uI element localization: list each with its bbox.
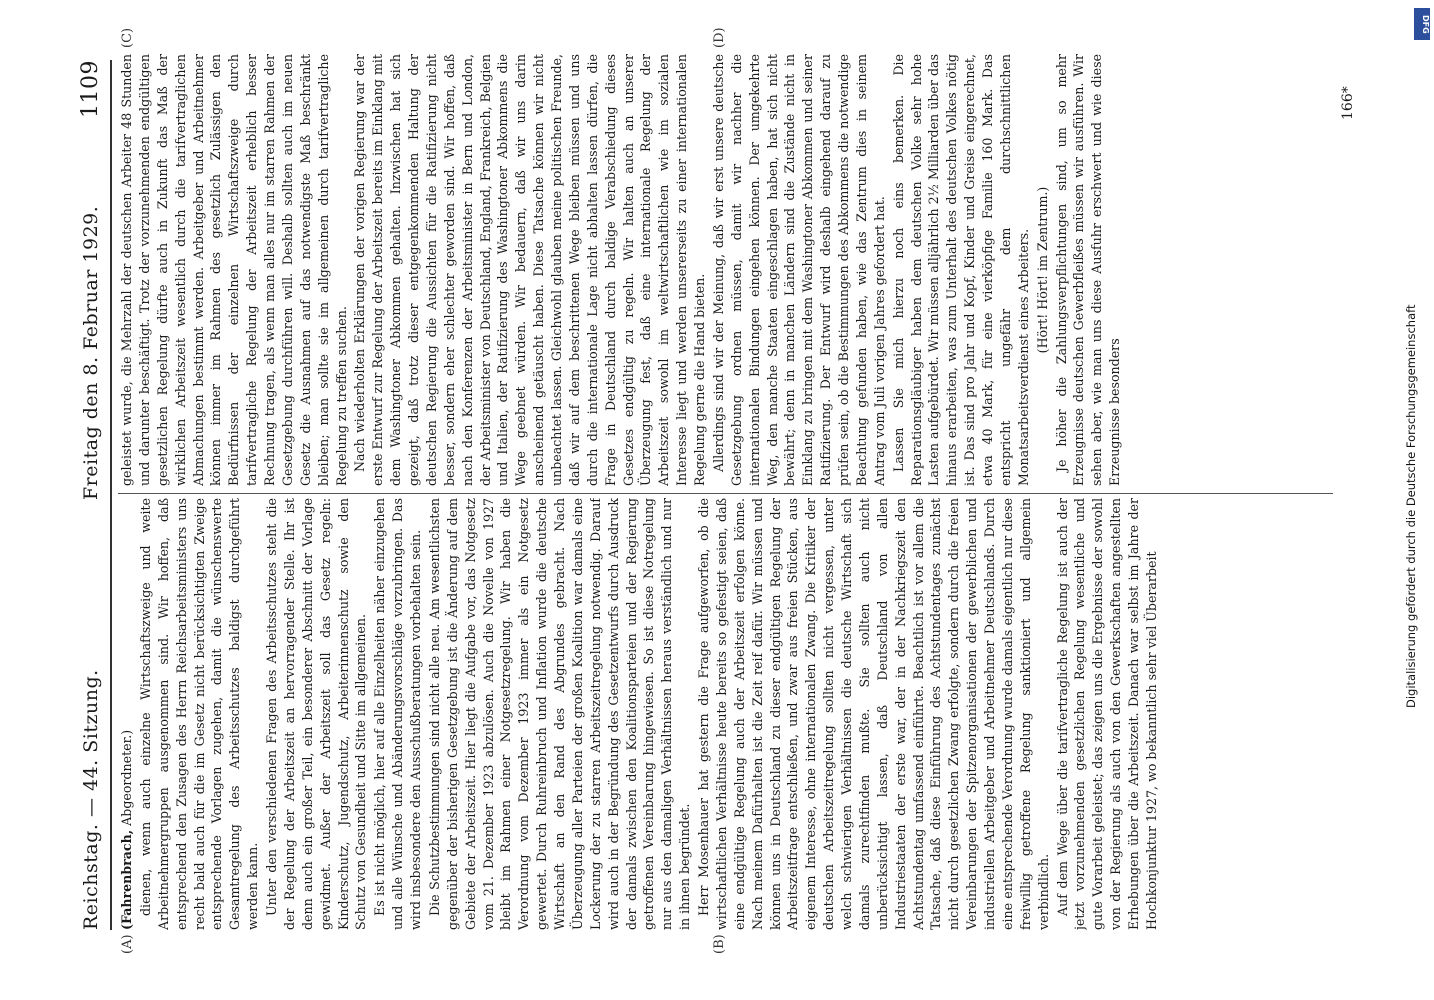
paragraph: Es ist nicht möglich, hier auf alle Einzelheiten näher einzugehen und alle Wünsche und Abänderungsvorschläge vorzubringen. Das wird insbesondere den Ausschußberatungen vorbehalten sein.	[372, 498, 423, 930]
paragraph: geleistet wurde, die Mehrzahl der deutschen Arbeiter 48 Stunden und darunter beschäftigt. Trotz der vorzunehmenden endgültigen gesetzlichen Regelung dürfte auch in Zukunft das Maß der wirklichen Arbeitszeit wesentlich durch die tarifvertraglichen Abmachungen bestimmt werden. Arbeitgeber und Arbeitnehmer können immer im Rahmen des gesetzlich Zulässigen den Bedürfnissen der einzelnen Wirtschaftszweige durch tarifvertragliche Regelung der Arbeitszeit erheblich besser Rechnung tragen, als wenn man alles nur im starren Rahmen der Gesetzgebung durchführen will. Deshalb sollten auch im neuen Gesetz die Ausnahmen auf das notwendigste Maß beschränkt bleiben; man sollte sie im allgemeinen durch tarifvertragliche Regelung zu treffen suchen.	[119, 54, 349, 486]
signature-mark: 166*	[1340, 86, 1356, 120]
paragraph: Auf dem Wege über die tarifvertragliche Regelung ist auch der jetzt vorzunehmenden gesetzlichen Regelung wesentliche und gute Vorarbeit geleistet; das zeigen uns die Ergebnisse der sowohl von der Regierung als auch von den Gewerkschaften angestellten Erhebungen über die Arbeitszeit. Danach war selbst im Jahre der Hochkonjunktur 1927, wo bekanntlich sehr viel Überarbeit	[1054, 498, 1159, 930]
margin-marker-c: (C)	[120, 27, 135, 48]
header-date: Freitag den 8. Februar 1929.	[80, 205, 102, 500]
margin-marker-a: (A)	[120, 934, 135, 954]
paragraph: Unter den verschiedenen Fragen des Arbeitsschutzes steht die der Regelung der Arbeitszeit an hervorragender Stelle. Ihr ist denn auch ein großer Teil, ein besonderer Abschnitt der Vorlage gewidmet. Außer der Arbeitszeit soll das Gesetz regeln: Kinderschutz, Jugendschutz, Arbeiterinnenschutz sowie den Schutz von Gesundheit und Sitte im allgemeinen.	[264, 498, 369, 930]
paragraph: Je höher die Zahlungsverpflichtungen sind, um so mehr Erzeugnisse deutschen Gewerbfleißes müssen wir ausführen. Wir sehen aber, wie man uns diese Ausfuhr erschwert und wie diese Erzeugnisse besonders	[1053, 54, 1123, 486]
speaker-line	[118, 498, 136, 930]
speaker-name: (Fahrenbrach,	[119, 829, 134, 930]
interjection: (Hört! Hört! im Zentrum.)	[1034, 186, 1050, 354]
digitization-note-text: Digitalisierung gefördert durch die Deutsche Forschungsgemeinschaft	[1404, 304, 1418, 708]
speaker-role: Abgeordneter.)	[119, 729, 134, 826]
column-divider	[118, 493, 1333, 494]
margin-marker-d: (D)	[712, 27, 727, 48]
header-session-title: Reichstag. — 44. Sitzung.	[80, 669, 102, 930]
header-rule	[110, 60, 112, 930]
paragraph: Nach wiederholten Erklärungen der vorigen Regierung war der erste Entwurf zur Regelung der Arbeitszeit bereits im Einklang mit dem Washingtoner Abkommen gehalten. Inzwischen hat sich gezeigt, daß trotz dieser entgegenkommenden Haltung der deutschen Regierung die Aussichten für die Ratifizierung nicht besser, sondern eher schlechter geworden sind. Wir hoffen, daß nach den Konferenzen der Arbeitsminister in Bern und London, der Arbeitsminister von Deutschland, England, Frankreich, Belgien und Italien, der Ratifizierung des Washingtoner Abkommens die Wege geebnet würden. Wir bedauern, daß wir uns darin anscheinend getäuscht haben. Diese Tatsache können wir nicht unbeachtet lassen. Gleichwohl glauben meine politischen Freunde, daß wir auf dem beschrittenen Wege bleiben müssen und uns durch die internationale Lage nicht abhalten lassen dürfen, die Frage in Deutschland durch baldige Verabschiedung dieses Gesetzes endgültig zu regeln. Wir halten auch an unserer Überzeugung fest, daß eine internationale Regelung der Arbeitszeit sowohl im weltwirtschaftlichen wie im sozialen Interesse liegt und werden unsererseits zu einer internationalen Regelung gerne die Hand bieten.	[352, 54, 707, 486]
paragraph: Herr Mosenhauer hat gestern die Frage aufgeworfen, ob die wirtschaftlichen Verhältnisse heute bereits so gefestigt seien, daß eine endgültige Regelung auch der Arbeitszeit erfolgen könne. Nach meinem Dafürhalten ist die Zeit reif dafür. Wir müssen und können uns in Deutschland zu dieser endgültigen Regelung der Arbeitszeitfrage entschließen, und zwar aus freien Stücken, aus eigenem Interesse, ohne internationalen Zwang. Die Kritiker der deutschen Arbeitszeitregelung sollten nicht vergessen, unter welch schwierigen Verhältnissen die deutsche Wirtschaft sich damals zurechtfinden mußte. Sie sollten auch nicht unberücksichtigt lassen, daß Deutschland von allen Industriestaaten der erste war, der in der Nachkriegszeit den Achtstundentag umfassend einführte. Beachtlich ist vor allem die Tatsache, daß diese Einführung des Achtstundentages zunächst nicht durch gesetzlichen Zwang erfolgte, sondern durch die freien Vereinbarungen der Spitzenorganisationen der gewerblichen und industriellen Arbeitgeber und Arbeitnehmer Deutschlands. Durch eine entsprechende Verordnung wurde damals eigentlich nur diese freiwillig getroffene Regelung sanktioniert und allgemein verbindlich.	[696, 498, 1051, 930]
dfg-logo-icon: DFG	[1414, 8, 1430, 40]
right-column	[118, 54, 1338, 486]
page-header	[72, 60, 112, 930]
paragraph: dienen, wenn auch einzelne Wirtschaftszweige und weite Arbeitnehmergruppen ausgenommen sind. Wir hoffen, daß entsprechend den Zusagen des Herrn Reichsarbeitsministers uns recht bald auch für die im Gesetz nicht berücksichtigten Zweige entsprechende Vorlagen zugehen, damit die wünschenswerte Gesamtregelung des Arbeitsschutzes baldigst durchgeführt werden kann.	[137, 498, 261, 930]
paragraph: Allerdings sind wir der Meinung, daß wir erst unsere deutsche Gesetzgebung ordnen müssen, damit wir nachher die internationalen Bindungen eingehen können. Der umgekehrte Weg, den manche Staaten eingeschlagen haben, hat sich nicht bewährt; denn in manchen Ländern sind die Zustände nicht in Einklang zu bringen mit dem Washingtoner Abkommen und seiner Ratifizierung. Der Entwurf wird deshalb eingehend darauf zu prüfen sein, ob die Bestimmungen des Abkommens die notwendige Beachtung gefunden haben, wie das Zentrum dies in seinem Antrag vom Juli vorigen Jahres gefordert hat.	[710, 54, 887, 486]
digitization-note	[1404, 8, 1432, 708]
margin-marker-b: (B)	[712, 934, 727, 954]
paragraph: Lassen Sie mich hierzu noch eins bemerken. Die Reparationsgläubiger haben dem deutschen Volke sehr hohe Lasten aufgebürdet. Wir müssen alljährlich 2½ Milliarden über das hinaus erarbeiten, was zum Unterhalt des deutschen Volkes nötig ist. Das sind pro Jahr und Kopf, Kinder und Greise eingerechnet, etwa 40 Mark, für eine vierköpfige Familie 160 Mark. Das entspricht ungefähr dem durchschnittlichen Monatsarbeitsverdienst eines Arbeiters.	[890, 54, 1031, 486]
paragraph: Die Schutzbestimmungen sind nicht alle neu. Am wesentlichsten gegenüber der bisherigen Gesetzgebung ist die Änderung auf dem Gebiete der Arbeitszeit. Hier liegt die Aufgabe vor, das Notgesetz vom 21. Dezember 1923 abzulösen. Auch die Novelle von 1927 bleibt im Rahmen einer Notgesetzregelung. Wir haben die Verordnung vom Dezember 1923 immer als ein Notgesetz gewertet. Durch Ruhreinbruch und Inflation wurde die deutsche Wirtschaft an den Rand des Abgrundes gebracht. Nach Überzeugung aller Parteien der großen Koalition war damals eine Lockerung der zu starren Arbeitszeitregelung notwendig. Darauf wird auch in der Begründung des Gesetzentwurfs durch Ausdruck der damals zwischen den Koalitionsparteien und der Regierung getroffenen Vereinbarung hingewiesen. So ist diese Notregelung nur aus den damaligen Verhältnissen heraus verständlich und nur in ihnen begründet.	[426, 498, 693, 930]
left-column	[118, 498, 1338, 930]
header-page-number: 1109	[78, 60, 103, 118]
